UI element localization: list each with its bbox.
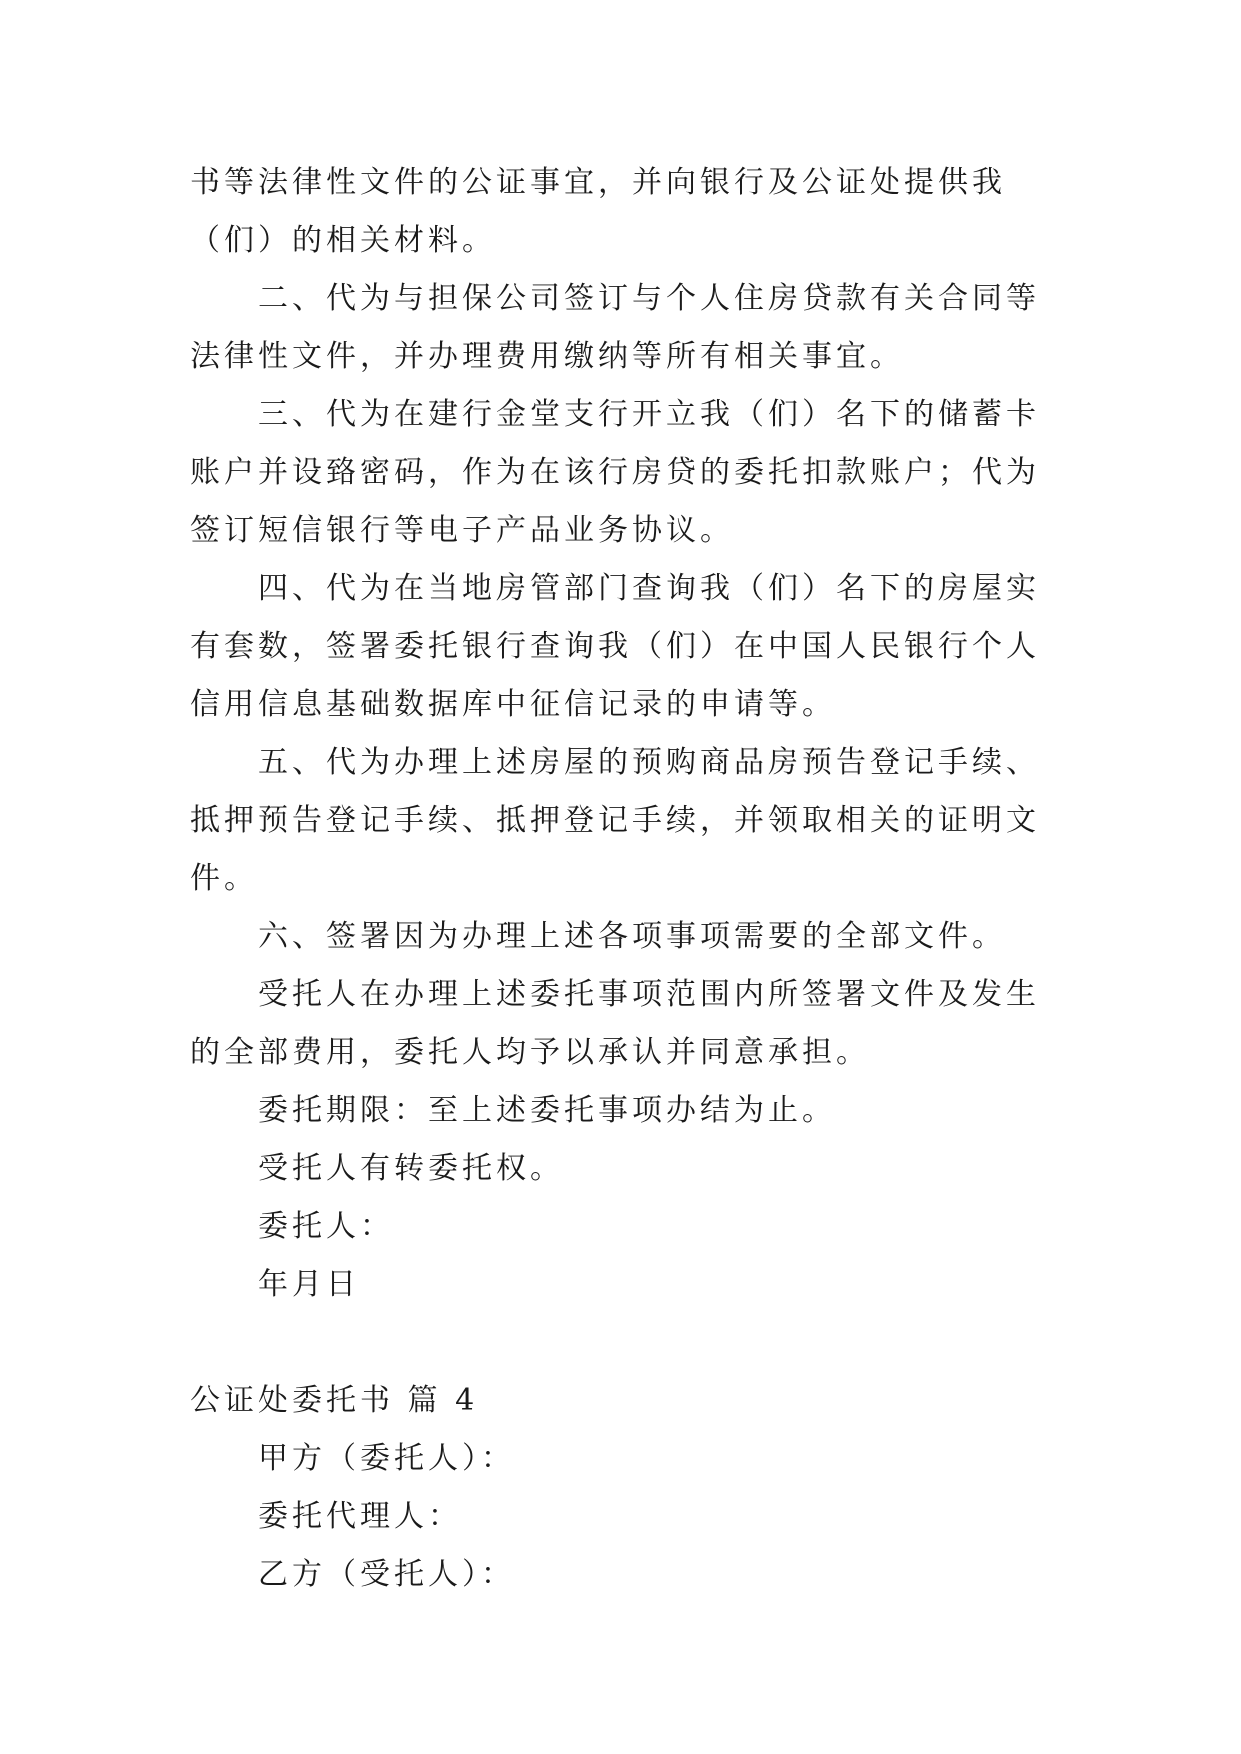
item-five-paragraph: 五、代为办理上述房屋的预购商品房预告登记手续、抵押预告登记手续、抵押登记手续，并领取相关的证明文件。	[190, 745, 1040, 896]
party-b-label: 乙方（受托人）：	[258, 1557, 515, 1592]
party-a-label: 甲方（委托人）：	[258, 1441, 515, 1476]
term-line: 委托期限：至上述委托事项办结为止。	[258, 1093, 836, 1128]
item-two-paragraph: 二、代为与担保公司签订与个人住房贷款有关合同等法律性文件，并办理费用缴纳等所有相关事宜。	[190, 281, 1040, 374]
item-three-paragraph: 三、代为在建行金堂支行开立我（们）名下的储蓄卡账户并设臵密码，作为在该行房贷的委托扣款账户；代为签订短信银行等电子产品业务协议。	[190, 397, 1040, 548]
sub-delegation-line: 受托人有转委托权。	[258, 1151, 564, 1186]
section-title: 公证处委托书 篇 4	[190, 1383, 479, 1418]
principal-signature-label: 委托人：	[258, 1209, 394, 1244]
agent-label: 委托代理人：	[258, 1499, 462, 1534]
continuation-paragraph: 书等法律性文件的公证事宜，并向银行及公证处提供我（们）的相关材料。	[190, 165, 1006, 258]
date-label: 年月日	[258, 1267, 360, 1302]
item-four-paragraph: 四、代为在当地房管部门查询我（们）名下的房屋实有套数，签署委托银行查询我（们）在中国人民银行个人信用信息基础数据库中征信记录的申请等。	[190, 571, 1040, 722]
acknowledgement-paragraph: 受托人在办理上述委托事项范围内所签署文件及发生的全部费用，委托人均予以承认并同意承担。	[190, 977, 1040, 1070]
item-six-paragraph: 六、签署因为办理上述各项事项需要的全部文件。	[258, 919, 1006, 954]
document-body	[190, 154, 1060, 1604]
section-spacer	[190, 1314, 1060, 1372]
